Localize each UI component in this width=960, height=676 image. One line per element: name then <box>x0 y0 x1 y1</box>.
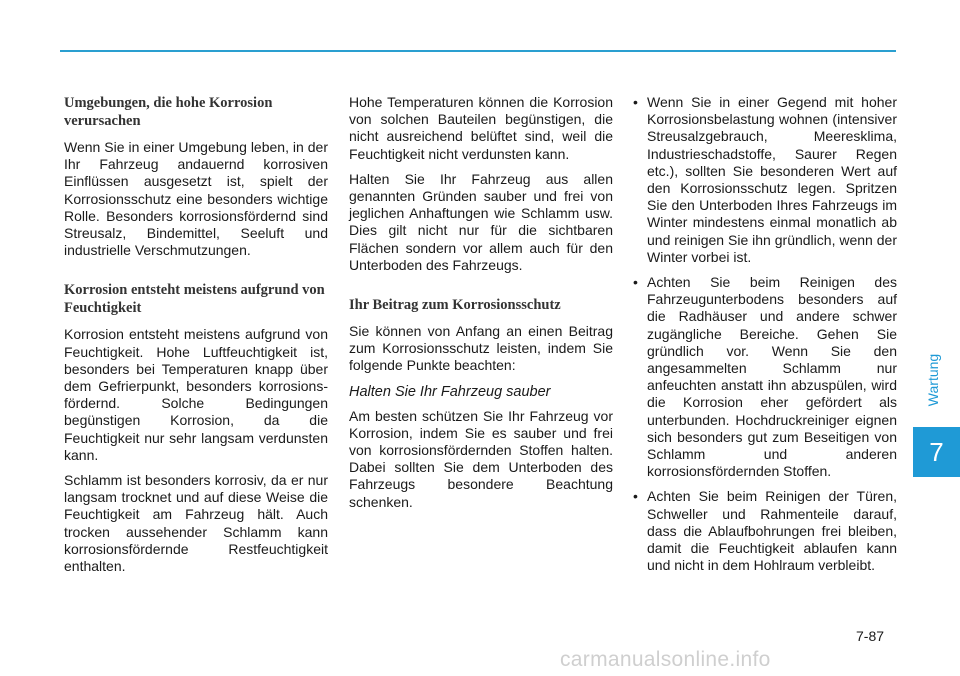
paragraph: Korrosion entsteht meistens aufgrund von Feuchtigkeit. Hohe Luftfeuchtigkeit ist, besonders bei Temperaturen knapp über dem Gefrierpunkt, besonders korrosionsfördernd. Solche Bedingungen begünstigen Korrosion, da die Feuchtigkeit nur sehr langsam verdunsten kann. <box>64 326 328 463</box>
column-3 <box>633 94 897 582</box>
list-item: • Achten Sie beim Reinigen der Türen, Schweller und Rahmenteile darauf, dass die Ablaufbohrungen frei bleiben, damit die Feuchtigkeit ablaufen kann und nicht in dem Hohlraum verbleibt. <box>633 488 897 574</box>
heading-moisture-corrosion: Korrosion entsteht meistens aufgrund von Feuchtigkeit <box>64 282 325 317</box>
top-rule <box>60 50 896 52</box>
bullet-icon: • <box>633 94 638 110</box>
subheading-keep-clean: Halten Sie Ihr Fahrzeug sauber <box>349 383 551 400</box>
bullet-icon: • <box>633 488 638 505</box>
heading-corrosive-environments: Umgebungen, die hohe Korrosion verursachen <box>64 95 273 129</box>
section-label: Wartung <box>925 353 942 407</box>
watermark: carmanualsonline.info <box>560 648 771 671</box>
paragraph: Sie können von Anfang an einen Beitrag zum Korrosionsschutz leisten, indem Sie folgende Punkte beachten: <box>349 323 613 374</box>
paragraph: Halten Sie Ihr Fahrzeug aus allen genannten Gründen sauber und frei von jeglichen Anhaftungen wie Schlamm usw. Dies gilt nicht nur für die sichtbaren Flächen sondern vor allem auch für den Unterboden des Fahrzeugs. <box>349 170 613 273</box>
column-1 <box>64 94 328 583</box>
list-item: • Achten Sie beim Reinigen des Fahrzeugunterbodens besonders auf die Radhäuser und andere schwer zugängliche Bereiche. Gehen Sie gründlich vor. Wenn Sie den angesammelten Schlamm nur anfeuchten anstatt ihn abzuspülen, wird die Korrosion eher gefördert als unterbunden. Hochdruckreiniger eignen sich besonders gut zum Beseitigen von Schlamm und anderen korrosionsfördernden Stoffen. <box>633 274 897 480</box>
bullet-list <box>633 94 897 574</box>
list-item: • Wenn Sie in einer Gegend mit hoher Korrosionsbelastung wohnen (intensiver Streusalzgebrauch, Meeresklima, Industrieschadstoffe, Saurer Regen etc.), sollten Sie besonderen Wert auf den Korrosionsschutz legen. Spritzen Sie den Unterboden Ihres Fahrzeugs im Winter mindestens einmal monatlich ab und reinigen Sie ihn gründlich, wenn der Winter vorbei ist. <box>633 94 897 265</box>
heading-corrosion-protection: Ihr Beitrag zum Korrosionsschutz <box>349 297 561 314</box>
paragraph: Schlamm ist besonders korrosiv, da er nur langsam trocknet und auf diese Weise die Feuchtigkeit am Fahrzeug hält. Auch trocken aussehender Schlamm kann korrosionsfördernde Restfeuchtigkeit enthalten. <box>64 472 328 575</box>
column-2 <box>349 94 613 519</box>
chapter-number: 7 <box>929 436 944 467</box>
bullet-icon: • <box>633 274 638 291</box>
paragraph: Am besten schützen Sie Ihr Fahrzeug vor Korrosion, indem Sie es sauber und frei von korrosionsfördernden Stoffen halten. Dabei sollten Sie dem Unterboden des Fahrzeugs besondere Beachtung schenken. <box>349 407 613 510</box>
paragraph: Hohe Temperaturen können die Korrosion von solchen Bauteilen begünstigen, die nicht ausreichend belüftet sind, weil die Feuchtigkeit nicht verdunsten kann. <box>349 94 613 162</box>
paragraph: Wenn Sie in einer Umgebung leben, in der Ihr Fahrzeug andauernd korrosiven Einflüssen ausgesetzt ist, spielt der Korrosionsschutz eine besonders wichtige Rolle. Besonders korrosionsfördernd sind Streusalz, Bindemittel, Seeluft und industrielle Verschmutzungen. <box>64 139 328 259</box>
chapter-tab <box>913 427 960 477</box>
page-number: 7-87 <box>856 628 885 644</box>
